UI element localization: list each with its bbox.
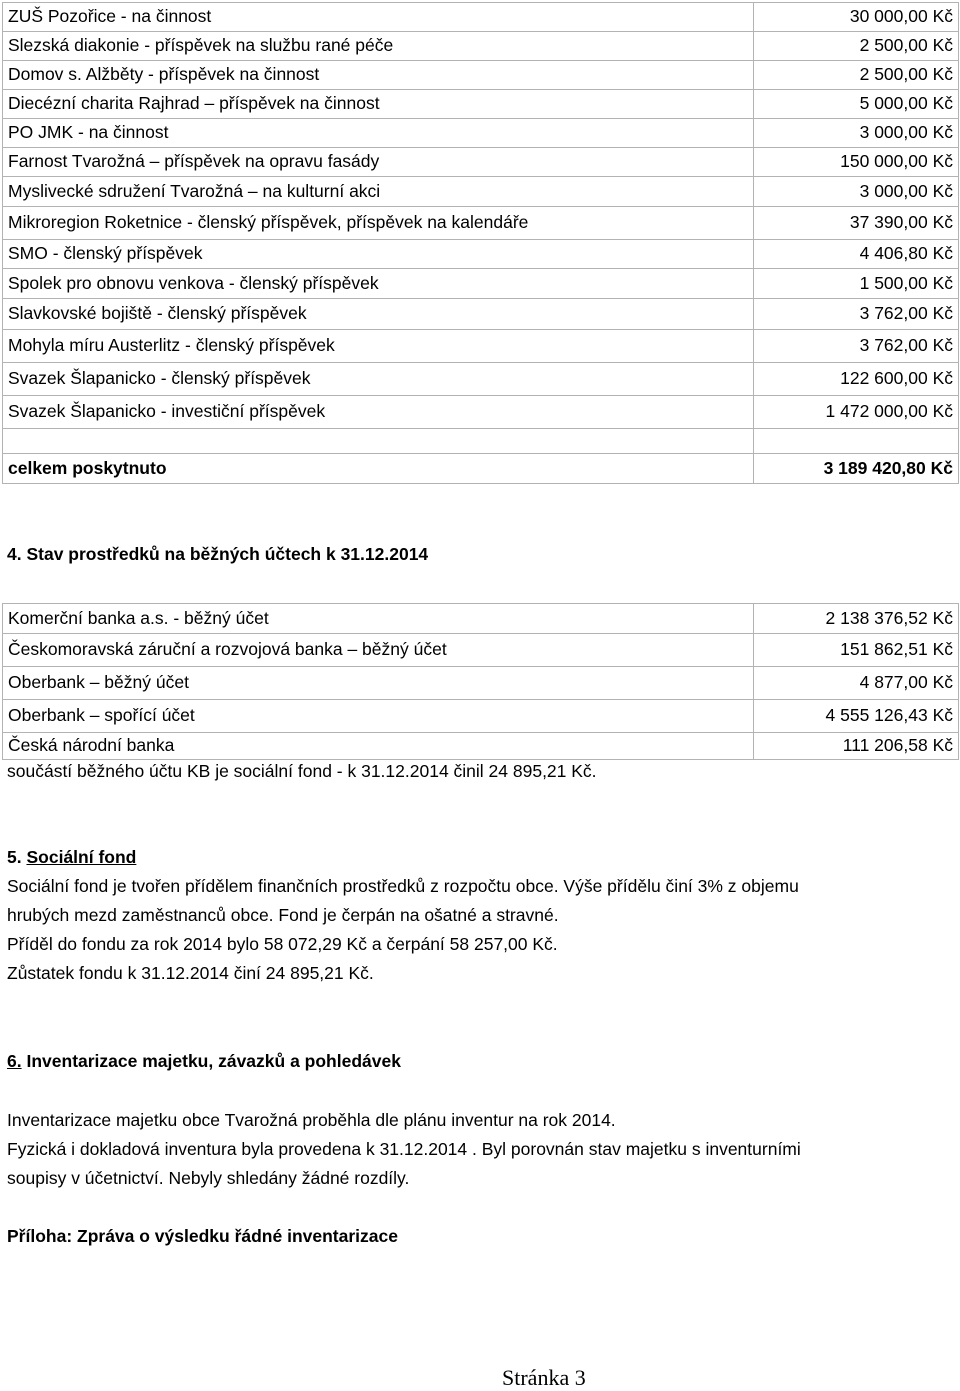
row-label: Farnost Tvarožná – příspěvek na opravu fasády bbox=[3, 148, 754, 177]
section4-heading: 4. Stav prostředků na běžných účtech k 31.12.2014 bbox=[7, 544, 429, 564]
row-amount: 2 500,00 Kč bbox=[754, 61, 959, 90]
row-label: Spolek pro obnovu venkova - členský příspěvek bbox=[3, 269, 754, 299]
row-amount: 3 000,00 Kč bbox=[754, 119, 959, 148]
table-row bbox=[3, 299, 959, 330]
section6-heading bbox=[7, 1053, 401, 1071]
section5-line: Příděl do fondu za rok 2014 bylo 58 072,29 Kč a čerpání 58 257,00 Kč. bbox=[7, 934, 558, 954]
row-label: ZUŠ Pozořice - na činnost bbox=[3, 3, 754, 32]
account-amount: 151 862,51 Kč bbox=[754, 634, 959, 667]
row-amount: 3 000,00 Kč bbox=[754, 177, 959, 207]
row-amount: 4 406,80 Kč bbox=[754, 240, 959, 269]
table-row bbox=[3, 207, 959, 240]
table-row bbox=[3, 32, 959, 61]
row-amount: 30 000,00 Kč bbox=[754, 3, 959, 32]
table-row bbox=[3, 61, 959, 90]
social-fund-note: součástí běžného účtu KB je sociální fond - k 31.12.2014 činil 24 895,21 Kč. bbox=[7, 761, 597, 781]
section6-line: Inventarizace majetku obce Tvarožná proběhla dle plánu inventur na rok 2014. bbox=[7, 1110, 616, 1130]
row-amount: 5 000,00 Kč bbox=[754, 90, 959, 119]
account-label: Českomoravská záruční a rozvojová banka – běžný účet bbox=[3, 634, 754, 667]
account-amount: 4 877,00 Kč bbox=[754, 667, 959, 700]
table-row bbox=[3, 396, 959, 429]
account-amount: 111 206,58 Kč bbox=[754, 733, 959, 760]
row-label: Svazek Šlapanicko - investiční příspěvek bbox=[3, 396, 754, 429]
contributions-body bbox=[3, 3, 959, 484]
table-row bbox=[3, 269, 959, 299]
section5-heading bbox=[7, 849, 136, 867]
row-amount: 1 500,00 Kč bbox=[754, 269, 959, 299]
table-row bbox=[3, 667, 959, 700]
empty-row bbox=[3, 429, 959, 454]
account-amount: 4 555 126,43 Kč bbox=[754, 700, 959, 733]
row-amount: 1 472 000,00 Kč bbox=[754, 396, 959, 429]
total-label: celkem poskytnuto bbox=[3, 454, 754, 484]
table-row bbox=[3, 733, 959, 760]
table-row bbox=[3, 604, 959, 634]
total-row bbox=[3, 454, 959, 484]
account-label: Oberbank – běžný účet bbox=[3, 667, 754, 700]
table-row bbox=[3, 330, 959, 363]
section5-number: 5. bbox=[7, 847, 22, 867]
table-row bbox=[3, 90, 959, 119]
table-row bbox=[3, 634, 959, 667]
row-amount: 37 390,00 Kč bbox=[754, 207, 959, 240]
table-row bbox=[3, 148, 959, 177]
row-label: Slezská diakonie - příspěvek na službu rané péče bbox=[3, 32, 754, 61]
table-row bbox=[3, 363, 959, 396]
table-row bbox=[3, 700, 959, 733]
table-row bbox=[3, 177, 959, 207]
row-amount: 2 500,00 Kč bbox=[754, 32, 959, 61]
section6-line: Fyzická i dokladová inventura byla provedena k 31.12.2014 . Byl porovnán stav majetku s inventurními bbox=[7, 1139, 801, 1159]
table-row bbox=[3, 240, 959, 269]
row-label: Myslivecké sdružení Tvarožná – na kulturní akci bbox=[3, 177, 754, 207]
bank-accounts-table bbox=[2, 603, 959, 760]
row-label: SMO - členský příspěvek bbox=[3, 240, 754, 269]
account-label: Oberbank – spořící účet bbox=[3, 700, 754, 733]
row-label: PO JMK - na činnost bbox=[3, 119, 754, 148]
section5-line: hrubých mezd zaměstnanců obce. Fond je čerpán na ošatné a stravné. bbox=[7, 905, 559, 925]
page-number: Stránka 3 bbox=[502, 1365, 586, 1390]
section6-number: 6. bbox=[7, 1051, 22, 1071]
row-amount: 3 762,00 Kč bbox=[754, 330, 959, 363]
row-label: Slavkovské bojiště - členský příspěvek bbox=[3, 299, 754, 330]
row-amount: 122 600,00 Kč bbox=[754, 363, 959, 396]
account-label: Komerční banka a.s. - běžný účet bbox=[3, 604, 754, 634]
row-label: Svazek Šlapanicko - členský příspěvek bbox=[3, 363, 754, 396]
section6-title: Inventarizace majetku, závazků a pohledávek bbox=[26, 1051, 401, 1071]
table-row bbox=[3, 3, 959, 32]
row-label: Diecézní charita Rajhrad – příspěvek na činnost bbox=[3, 90, 754, 119]
account-amount: 2 138 376,52 Kč bbox=[754, 604, 959, 634]
section6-line: soupisy v účetnictví. Nebyly shledány žádné rozdíly. bbox=[7, 1168, 410, 1188]
row-label: Domov s. Alžběty - příspěvek na činnost bbox=[3, 61, 754, 90]
table-row bbox=[3, 119, 959, 148]
total-amount: 3 189 420,80 Kč bbox=[754, 454, 959, 484]
row-label: Mohyla míru Austerlitz - členský příspěvek bbox=[3, 330, 754, 363]
row-amount: 150 000,00 Kč bbox=[754, 148, 959, 177]
attachment-note: Příloha: Zpráva o výsledku řádné inventarizace bbox=[7, 1226, 398, 1246]
account-label: Česká národní banka bbox=[3, 733, 754, 760]
row-label: Mikroregion Roketnice - členský příspěvek, příspěvek na kalendáře bbox=[3, 207, 754, 240]
row-amount: 3 762,00 Kč bbox=[754, 299, 959, 330]
contributions-table bbox=[2, 2, 959, 484]
section5-line: Zůstatek fondu k 31.12.2014 činí 24 895,21 Kč. bbox=[7, 963, 374, 983]
section5-title: Sociální fond bbox=[26, 847, 137, 867]
section5-line: Sociální fond je tvořen přídělem finančních prostředků z rozpočtu obce. Výše přídělu činí 3% z objemu bbox=[7, 876, 799, 896]
